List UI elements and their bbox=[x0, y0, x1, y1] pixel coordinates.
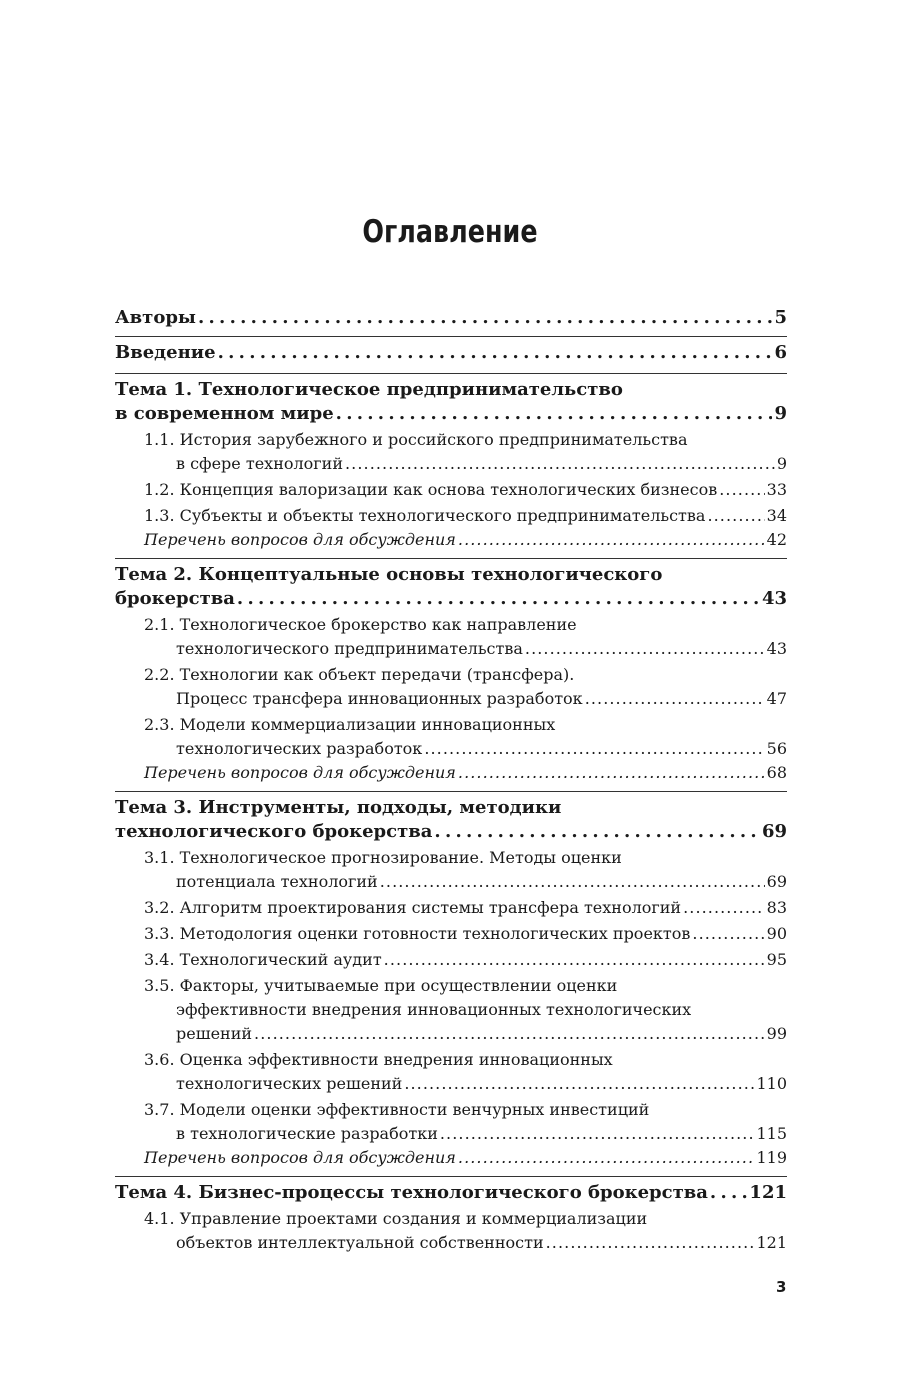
toc-section-4-1[interactable]: 4.1. Управление проектами создания и коммерциализации объектов интеллектуальной собственности . . . 121 bbox=[115, 1207, 787, 1255]
toc-section-3-3[interactable]: 3.3. Методология оценки готовности технологических проектов . . . 90 bbox=[115, 922, 787, 946]
leader-dots bbox=[434, 820, 760, 844]
leader-dots bbox=[719, 478, 764, 502]
toc-questions-2[interactable]: Перечень вопросов для обсуждения . . . 68 bbox=[115, 761, 787, 785]
page-folio: 3 bbox=[776, 1278, 787, 1296]
toc-section-2-1[interactable]: 2.1. Технологическое брокерство как направление технологического предпринимательства . . . 43 bbox=[115, 613, 787, 661]
leader-dots bbox=[458, 528, 765, 552]
toc-topic-4[interactable]: Тема 4. Бизнес-процессы технологического брокерства . . . 121 bbox=[115, 1176, 787, 1205]
leader-dots bbox=[198, 306, 773, 330]
leader-dots bbox=[384, 948, 765, 972]
page-number: 9 bbox=[774, 403, 787, 424]
leader-dots bbox=[458, 1146, 755, 1170]
toc-questions-3[interactable]: Перечень вопросов для обсуждения . . . 119 bbox=[115, 1146, 787, 1170]
leader-dots bbox=[336, 402, 773, 426]
leader-dots bbox=[237, 587, 760, 611]
page-number: 110 bbox=[756, 1074, 787, 1093]
page-number: 121 bbox=[756, 1233, 787, 1252]
toc-section-2-3[interactable]: 2.3. Модели коммерциализации инновационных технологических разработок . . . 56 bbox=[115, 713, 787, 761]
page-number: 121 bbox=[749, 1182, 787, 1203]
page-number: 42 bbox=[766, 530, 787, 549]
leader-dots bbox=[525, 637, 765, 661]
toc-section-3-6[interactable]: 3.6. Оценка эффективности внедрения инновационных технологических решений . . . 110 bbox=[115, 1048, 787, 1096]
page-number: 119 bbox=[756, 1148, 787, 1167]
leader-dots bbox=[345, 452, 775, 476]
page-number: 68 bbox=[766, 763, 787, 782]
leader-dots bbox=[707, 504, 764, 528]
toc-entry-intro[interactable]: Введение . . . 6 bbox=[115, 336, 787, 365]
page-number: 56 bbox=[766, 739, 787, 758]
leader-dots bbox=[254, 1022, 765, 1046]
leader-dots bbox=[458, 761, 765, 785]
toc-section-3-5[interactable]: 3.5. Факторы, учитываемые при осуществлении оценки эффективности внедрения инновационных технологических решений . . . 99 bbox=[115, 974, 787, 1046]
toc-section-1-1[interactable]: 1.1. История зарубежного и российского предпринимательства в сфере технологий . . . 9 bbox=[115, 428, 787, 476]
toc-questions-1[interactable]: Перечень вопросов для обсуждения . . . 42 bbox=[115, 528, 787, 552]
page-number: 5 bbox=[774, 307, 787, 328]
toc-section-3-4[interactable]: 3.4. Технологический аудит . . . 95 bbox=[115, 948, 787, 972]
page-number: 95 bbox=[766, 950, 787, 969]
leader-dots bbox=[692, 922, 764, 946]
toc-section-3-1[interactable]: 3.1. Технологическое прогнозирование. Методы оценки потенциала технологий . . . 69 bbox=[115, 846, 787, 894]
page-number: 33 bbox=[766, 480, 787, 499]
page-number: 43 bbox=[761, 588, 787, 609]
leader-dots bbox=[218, 341, 773, 365]
page-number: 6 bbox=[774, 342, 787, 363]
page-number: 43 bbox=[766, 639, 787, 658]
toc-section-2-2[interactable]: 2.2. Технологии как объект передачи (трансфера). Процесс трансфера инновационных разработок . . . 47 bbox=[115, 663, 787, 711]
toc-topic-3[interactable]: Тема 3. Инструменты, подходы, методики технологического брокерства . . . 69 bbox=[115, 791, 787, 844]
toc-section-1-3[interactable]: 1.3. Субъекты и объекты технологического предпринимательства . . . 34 bbox=[115, 504, 787, 528]
leader-dots bbox=[683, 896, 765, 920]
toc-section-3-7[interactable]: 3.7. Модели оценки эффективности венчурных инвестиций в технологические разработки . . . 115 bbox=[115, 1098, 787, 1146]
leader-dots bbox=[546, 1231, 755, 1255]
leader-dots bbox=[440, 1122, 755, 1146]
page-number: 90 bbox=[766, 924, 787, 943]
page-number: 9 bbox=[776, 454, 787, 473]
page-number: 83 bbox=[766, 898, 787, 917]
toc-topic-2[interactable]: Тема 2. Концептуальные основы технологического брокерства . . . 43 bbox=[115, 558, 787, 611]
leader-dots bbox=[710, 1181, 748, 1205]
page-number: 69 bbox=[761, 821, 787, 842]
toc-section-3-2[interactable]: 3.2. Алгоритм проектирования системы трансфера технологий . . . 83 bbox=[115, 896, 787, 920]
toc-section-1-2[interactable]: 1.2. Концепция валоризации как основа технологических бизнесов . . . 33 bbox=[115, 478, 787, 502]
page-number: 99 bbox=[766, 1024, 787, 1043]
page-number: 34 bbox=[766, 506, 787, 525]
toc-entry-authors[interactable]: Авторы . . . 5 bbox=[115, 306, 787, 330]
page-number: 115 bbox=[756, 1124, 787, 1143]
leader-dots bbox=[424, 737, 764, 761]
page-number: 47 bbox=[766, 689, 787, 708]
leader-dots bbox=[585, 687, 765, 711]
toc-topic-1[interactable]: Тема 1. Технологическое предпринимательство в современном мире . . . 9 bbox=[115, 373, 787, 426]
leader-dots bbox=[404, 1072, 754, 1096]
page-title: Оглавление bbox=[362, 214, 538, 250]
table-of-contents bbox=[115, 306, 787, 1255]
leader-dots bbox=[380, 870, 765, 894]
page-number: 69 bbox=[766, 872, 787, 891]
